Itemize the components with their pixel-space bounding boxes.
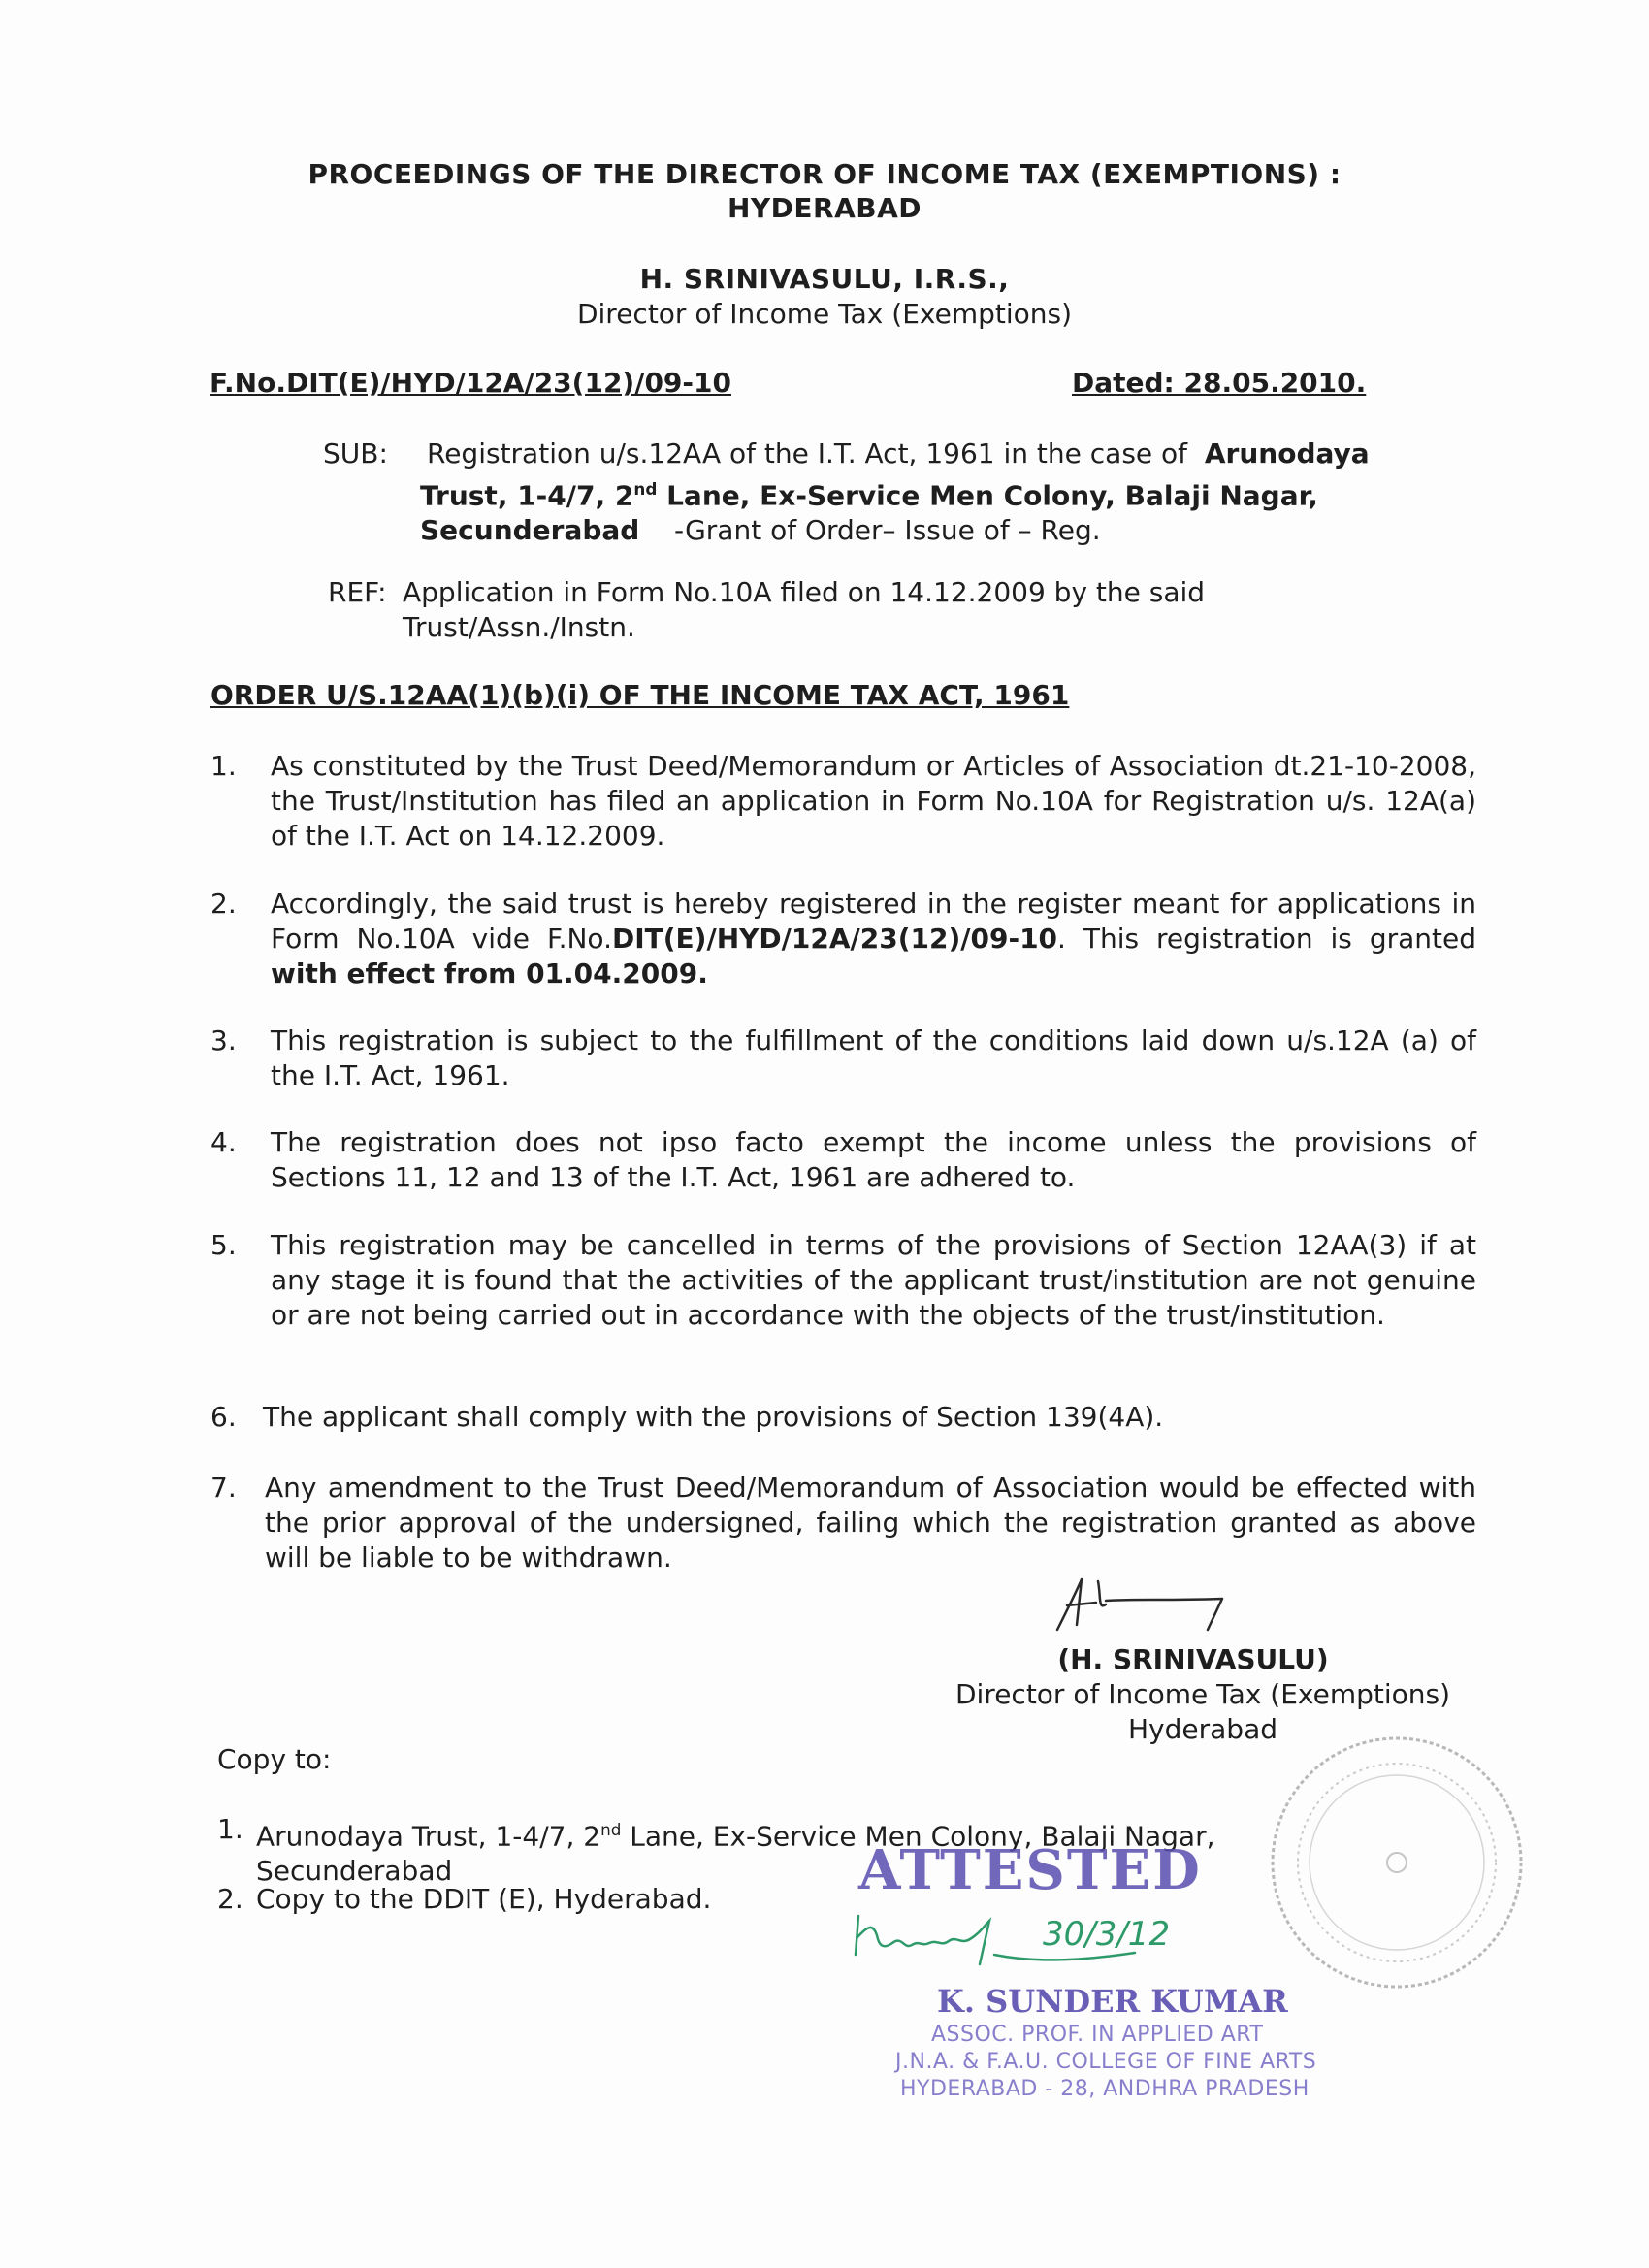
ordinal-suffix: nd — [633, 479, 658, 499]
attester-title: ASSOC. PROF. IN APPLIED ART — [931, 2023, 1264, 2047]
ref-label: REF: — [328, 576, 387, 608]
registration-number: DIT(E)/HYD/12A/23(12)/09-10 — [611, 923, 1058, 955]
attester-institution: J.N.A. & F.A.U. COLLEGE OF FINE ARTS — [895, 2050, 1317, 2074]
item-text: The applicant shall comply with the provisions of Section 139(4A). — [263, 1401, 1164, 1433]
item-number: 1. — [217, 1813, 243, 1845]
officer-name: H. SRINIVASULU, I.R.S., — [639, 263, 1010, 295]
copy-address-part: Arunodaya Trust, 1-4/7, 2 — [256, 1820, 601, 1853]
subject-line-3 — [420, 513, 1513, 548]
copy-item-text: Copy to the DDIT (E), Hyderabad. — [256, 1883, 712, 1915]
item-number: 2. — [210, 888, 237, 920]
item-text: The registration does not ipso facto exempt the income unless the provisions of Sections 11, 12 and 13 of the I.T. Act, 1961 are adhered to. — [271, 1126, 1476, 1193]
item-text-part: . This registration is granted — [1057, 923, 1477, 955]
subject-line-2 — [420, 471, 1513, 513]
copy-address-city: Secunderabad — [256, 1855, 453, 1888]
ordinal-suffix: nd — [600, 1820, 622, 1839]
trust-city: Secunderabad — [420, 514, 640, 547]
order-item-4 — [210, 1125, 1476, 1195]
order-date: Dated: 28.05.2010. — [1072, 367, 1367, 399]
ref-line-2: Trust/Assn./Instn. — [403, 611, 635, 643]
attester-address: HYDERABAD - 28, ANDHRA PRADESH — [900, 2077, 1310, 2101]
order-item-6 — [210, 1400, 1476, 1435]
document-title: PROCEEDINGS OF THE DIRECTOR OF INCOME TAX (EXEMPTIONS) : — [307, 158, 1342, 190]
signatory-place: Hyderabad — [1128, 1713, 1277, 1745]
trust-name: Arunodaya — [1204, 437, 1370, 470]
item-text-part: Accordingly, the said trust is hereby registered in the register meant for applications in Form No.10A vide F.No. — [271, 888, 1476, 955]
attested-stamp: ATTESTED — [858, 1838, 1202, 1902]
document-title-city: HYDERABAD — [727, 192, 922, 224]
item-number: 4. — [210, 1126, 237, 1158]
signatory-designation: Director of Income Tax (Exemptions) — [954, 1678, 1451, 1710]
order-item-5 — [210, 1228, 1476, 1333]
file-number: F.No.DIT(E)/HYD/12A/23(12)/09-10 — [210, 367, 732, 399]
attester-name: K. SUNDER KUMAR — [937, 1983, 1288, 2020]
subject-line-1 — [427, 437, 1513, 471]
order-item-7 — [210, 1471, 1476, 1575]
subject-label: SUB: — [323, 437, 388, 470]
order-item-1 — [210, 749, 1476, 854]
order-title: ORDER U/S.12AA(1)(b)(i) OF THE INCOME TAX ACT, 1961 — [210, 679, 1070, 711]
item-text: This registration is subject to the fulfillment of the conditions laid down u/s.12A (a) of the I.T. Act, 1961. — [271, 1024, 1476, 1091]
item-number: 2. — [217, 1883, 243, 1915]
item-number: 6. — [210, 1401, 237, 1433]
trust-address-part: Lane, Ex-Service Men Colony, Balaji Nagar, — [657, 479, 1318, 512]
svg-text:30/3/12: 30/3/12 — [1043, 1915, 1171, 1954]
order-item-3 — [210, 1023, 1476, 1093]
officer-designation: Director of Income Tax (Exemptions) — [576, 298, 1073, 330]
subject-text: Registration u/s.12AA of the I.T. Act, 1961 in the case of — [427, 437, 1188, 470]
signatory-name: (H. SRINIVASULU) — [1057, 1643, 1329, 1675]
item-text: This registration may be cancelled in terms of the provisions of Section 12AA(3) if at any stage it is found that the activities of the applicant trust/institution are not genuine or are not being carried out in accordance with the objects of the trust/institution. — [271, 1229, 1476, 1331]
item-number: 7. — [210, 1472, 237, 1504]
item-number: 5. — [210, 1229, 237, 1261]
trust-address-part: Trust, 1-4/7, 2 — [420, 479, 634, 512]
effective-date: with effect from 01.04.2009. — [271, 957, 708, 989]
item-number: 3. — [210, 1024, 237, 1056]
item-text: Any amendment to the Trust Deed/Memorandum of Association would be effected with the prior approval of the undersigned, failing which the registration granted as above will be liable to be withdrawn. — [265, 1472, 1476, 1573]
order-item-2 — [210, 887, 1476, 991]
subject-suffix: -Grant of Order– Issue of – Reg. — [673, 514, 1101, 547]
copy-address-part: Lane, Ex-Service Men Colony, Balaji Nagar, — [621, 1820, 1215, 1853]
item-text: As constituted by the Trust Deed/Memorandum or Articles of Association dt.21-10-2008, the Trust/Institution has filed an application in Form No.10A for Registration u/s. 12A(a) of the I.T. Act on 14.12.2009. — [271, 750, 1476, 852]
ref-line-1: Application in Form No.10A filed on 14.12.2009 by the said — [403, 576, 1206, 608]
item-number: 1. — [210, 750, 237, 782]
copy-to-label: Copy to: — [217, 1743, 332, 1775]
item-text — [271, 887, 1476, 991]
